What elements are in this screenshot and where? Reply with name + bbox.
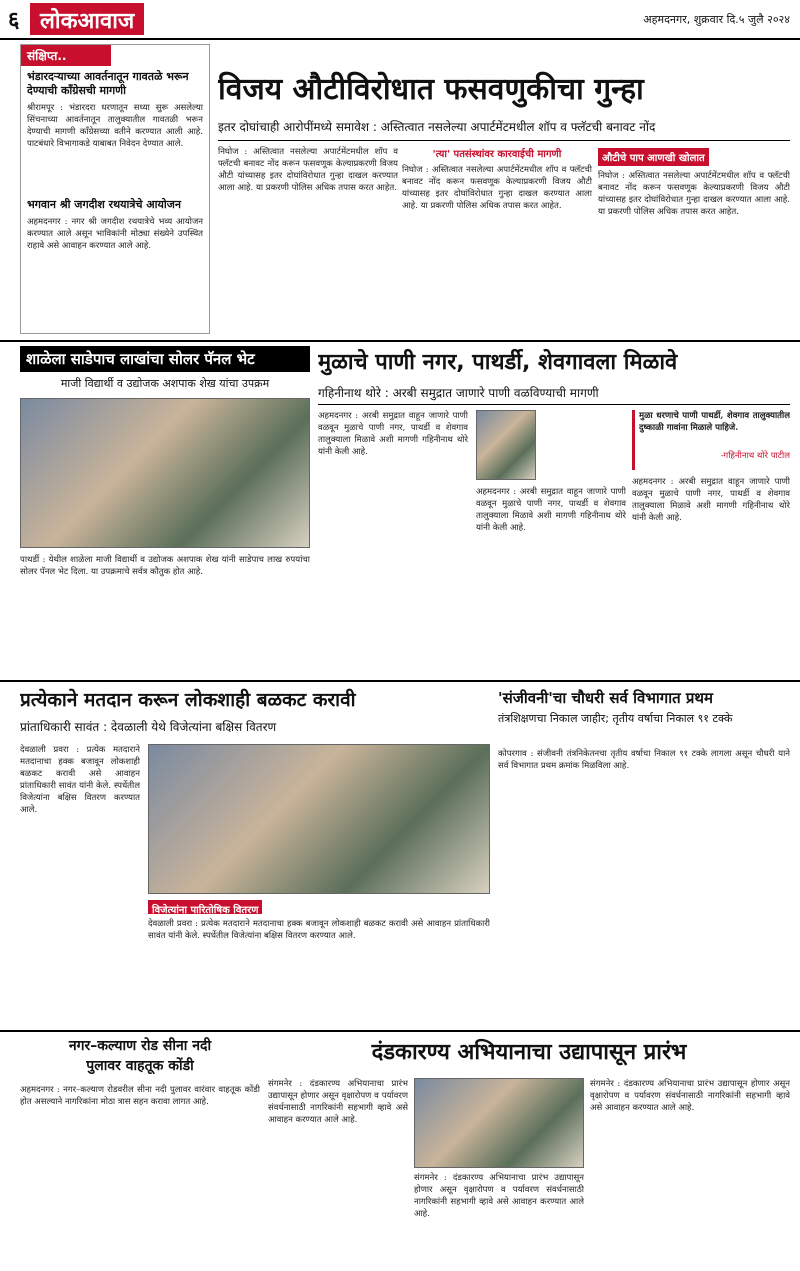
sanjivani-headline-box: [498, 686, 790, 712]
brief-headline: भगवान श्री जगदीश रथयात्रेचे आयोजन: [27, 198, 182, 211]
water-subhead: गहिनीनाथ थोरे : अरबी समुद्रात जाणारे पाणी वळविण्याची मागणी: [318, 386, 599, 400]
water-headline: मुळाचे पाणी नगर, पाथर्डी, शेवगावला मिळावे: [318, 350, 678, 375]
dandakaranya-body: संगमनेर : दंडकारण्य अभियानाचा प्रारंभ उद्यापासून होणार असून वृक्षारोपण व पर्यावरण संवर्धनासाठी नागरिकांनी सहभागी व्हावे असे आवाहन करण्यात आले आहे.: [268, 1079, 408, 1125]
dandakaranya-body-2: संगमनेर : दंडकारण्य अभियानाचा प्रारंभ उद्यापासून होणार असून वृक्षारोपण व पर्यावरण संवर्धनासाठी नागरिकांनी सहभागी व्हावे असे आवाहन करण्यात आले आहे.: [414, 1173, 584, 1219]
sanjivani-subhead-box: [498, 712, 790, 744]
water-body-3: अहमदनगर : अरबी समुद्रात वाहून जाणारे पाणी वळवून मुळाचे पाणी नगर, पाथर्डी व शेवगाव तालुक्याला मिळावे अशी मागणी गहिनीनाथ थोरे यांनी केली आहे.: [632, 477, 790, 523]
issue-line: अहमदनगर, शुक्रवार दि.५ जुलै २०२४: [643, 13, 790, 26]
solar-subhead-box: [20, 376, 310, 394]
brief-headline: भंडारदऱ्याच्या आवर्तनातून गावतळे भरून देण्याची काँग्रेसची मागणी: [27, 70, 189, 97]
sanjivani-subhead: तंत्रशिक्षणचा निकाल जाहीर; तृतीय वर्षाचा निकाल ९१ टक्के: [498, 712, 733, 725]
water-subhead-box: [318, 384, 790, 402]
solar-photo: [20, 398, 310, 548]
water-body-2: अहमदनगर : अरबी समुद्रात वाहून जाणारे पाणी वळवून मुळाचे पाणी नगर, पाथर्डी व शेवगाव तालुक्याला मिळावे अशी मागणी गहिनीनाथ थोरे यांनी केली आहे.: [476, 487, 626, 533]
lead-box-1-body: निघोज : अस्तित्वात नसलेल्या अपार्टमेंटमधील शॉप व फ्लॅटची बनावट नोंद करून फसवणूक केल्याप्रकरणी विजय औटी यांच्यासह इतर दोघांविरोधात गुन्हा दाखल करण्यात आला आहे. या प्रकरणी पोलिस अधिक तपास करत आहेत.: [402, 165, 592, 211]
lead-box-1: [402, 146, 592, 336]
sanjivani-headline: 'संजीवनी'चा चौधरी सर्व विभागात प्रथम: [498, 689, 713, 707]
vote-caption-box: [148, 898, 490, 914]
water-quote-box: [632, 410, 790, 470]
water-headline-box: [318, 346, 790, 382]
vote-photo: [148, 744, 490, 894]
portrait-photo: [476, 410, 536, 480]
brief-body: श्रीरामपूर : भंडारदरा धरणातून सध्या सुरू असलेल्या सिंचनाच्या आवर्तनातून तालुक्यातील गावतळी भरून देण्याची मागणी काँग्रेसच्या वतीने करण्यात आली आहे. पाटबंधारे विभागाकडे याबाबत निवेदन देण्यात आले.: [27, 103, 203, 149]
vote-body: देवळाली प्रवरा : प्रत्येक मतदाराने मतदानाचा हक्क बजावून लोकशाही बळकट करावी असे आवाहन प्रांताधिकारी सावंत यांनी केले. स्पर्धेतील विजेत्यांना बक्षिस वितरण करण्यात आले.: [20, 745, 140, 815]
lead-box-1-title: 'त्या' पतसंस्थांवर कारवाईची मागणी: [432, 149, 562, 160]
page-number: ६: [8, 7, 20, 33]
dandakaranya-body-3: संगमनेर : दंडकारण्य अभियानाचा प्रारंभ उद्यापासून होणार असून वृक्षारोपण व पर्यावरण संवर्धनासाठी नागरिकांनी सहभागी व्हावे असे आवाहन करण्यात आले आहे.: [590, 1079, 790, 1113]
dandakaranya-photo: [414, 1078, 584, 1168]
water-quote: मुळा धरणाचे पाणी पाथर्डी, शेवगाव तालुक्यातील दुष्काळी गावांना मिळाले पाहिजे.: [639, 411, 790, 433]
masthead: [0, 0, 800, 40]
solar-subhead: माजी विद्यार्थी व उद्योजक अशपाक शेख यांचा उपक्रम: [60, 377, 270, 390]
traffic-body: अहमदनगर : नगर–कल्याण रोडवरील सीना नदी पुलावर वारंवार वाहतूक कोंडी होत असल्याने नागरिकांना मोठा त्रास सहन करावा लागत आहे.: [20, 1085, 260, 1107]
lead-box-2-body: निघोज : अस्तित्वात नसलेल्या अपार्टमेंटमधील शॉप व फ्लॅटची बनावट नोंद करून फसवणूक केल्याप्रकरणी विजय औटी यांच्यासह इतर दोघांविरोधात गुन्हा दाखल करण्यात आला आहे. या प्रकरणी पोलिस अधिक तपास करत आहेत.: [598, 171, 790, 217]
dandakaranya-headline: दंडकारण्य अभियानाचा उद्यापासून प्रारंभ: [371, 1040, 687, 1065]
vote-subhead: प्रांताधिकारी सावंत : देवळाली येथे विजेत्यांना बक्षिस वितरण: [20, 720, 277, 734]
vote-body-2: देवळाली प्रवरा : प्रत्येक मतदाराने मतदानाचा हक्क बजावून लोकशाही बळकट करावी असे आवाहन प्रांताधिकारी सावंत यांनी केले. स्पर्धेतील विजेत्यांना बक्षिस वितरण करण्यात आले.: [148, 919, 490, 941]
newspaper-logo: लोकआवाज: [30, 3, 144, 35]
brief-body: अहमदनगर : नगर श्री जगदीश रथयात्रेचे भव्य आयोजन करण्यात आले असून भाविकांनी मोठ्या संख्येने उपस्थित राहावे असे आवाहन करण्यात आले आहे.: [27, 217, 203, 251]
dandakaranya-headline-box: [268, 1036, 790, 1072]
traffic-headline-box: [20, 1036, 260, 1080]
lead-headline: विजय औटीविरोधात फसवणुकीचा गुन्हा: [218, 72, 644, 107]
vote-headline: प्रत्येकाने मतदान करून लोकशाही बळकट करावी: [20, 689, 356, 711]
solar-body: पाथर्डी : येथील शाळेला माजी विद्यार्थी व उद्योजक अशपाक शेख यांनी साडेपाच लाख रुपयांचा सोलर पॅनल भेट दिला. या उपक्रमाचे सर्वत्र कौतुक होत आहे.: [20, 555, 310, 577]
lead-box-2: [598, 146, 790, 336]
solar-headline: शाळेला साडेपाच लाखांचा सोलर पॅनल भेट: [26, 350, 255, 368]
lead-subhead-box: [218, 118, 790, 138]
lead-headline-box: [218, 70, 790, 114]
lead-body: निघोज : अस्तित्वात नसलेल्या अपार्टमेंटमधील शॉप व फ्लॅटची बनावट नोंद करून फसवणूक केल्याप्रकरणी विजय औटी यांच्यासह इतर दोघांविरोधात गुन्हा दाखल करण्यात आला आहे. या प्रकरणी पोलिस अधिक तपास करत आहेत.: [218, 147, 398, 193]
lead-box-2-title: औटीचे पाप आणखी खोलात: [598, 148, 709, 166]
lead-subhead: इतर दोघांचाही आरोपींमध्ये समावेश : अस्तित्वात नसलेल्या अपार्टमेंटमधील शॉप व फ्लॅटची बनावट नोंद: [218, 120, 656, 134]
solar-headline-box: [20, 346, 310, 372]
water-quote-author: -गहिनीनाथ थोरे पाटील: [720, 451, 790, 461]
sidebar-briefs: [20, 44, 210, 334]
vote-headline-box: [20, 686, 490, 716]
traffic-headline-2: पुलावर वाहतूक कोंडी: [86, 1058, 194, 1074]
water-body: अहमदनगर : अरबी समुद्रात वाहून जाणारे पाणी वळवून मुळाचे पाणी नगर, पाथर्डी व शेवगाव तालुक्याला मिळावे अशी मागणी गहिनीनाथ थोरे यांनी केली आहे.: [318, 411, 468, 457]
traffic-headline-1: नगर–कल्याण रोड सीना नदी: [68, 1038, 212, 1054]
sanjivani-body: कोपरगाव : संजीवनी तंत्रनिकेतनचा तृतीय वर्षाचा निकाल ९१ टक्के लागला असून चौधरी याने सर्व विभागात प्रथम क्रमांक मिळविला आहे.: [498, 749, 790, 771]
vote-subhead-box: [20, 718, 490, 738]
vote-caption-tag: विजेत्यांना पारितोषिक वितरण: [148, 900, 262, 914]
sidebar-tag: संक्षिप्त..: [21, 45, 111, 66]
